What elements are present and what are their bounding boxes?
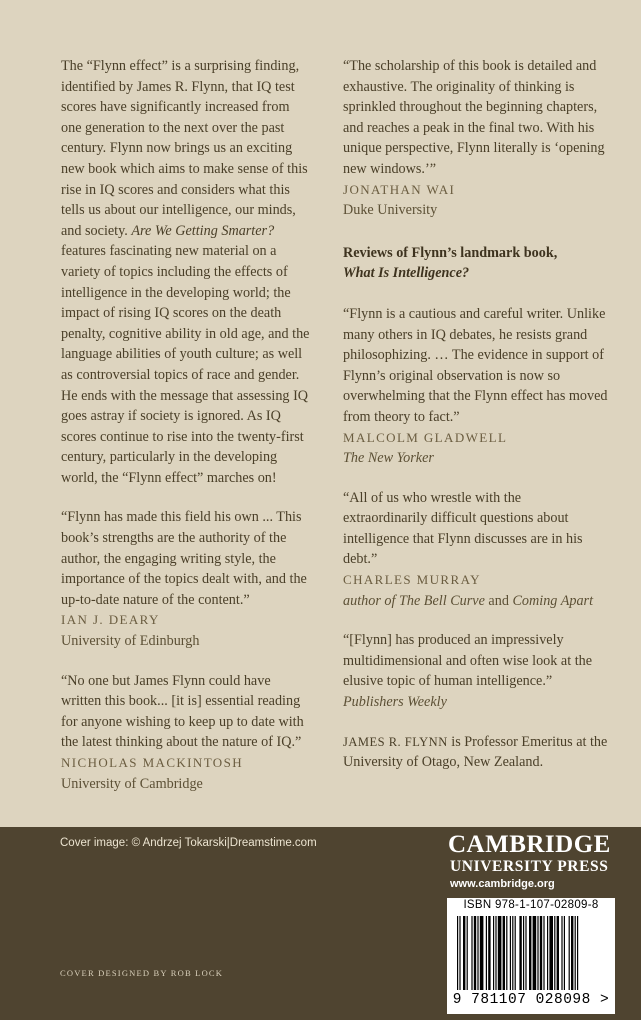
barcode-bar — [569, 916, 570, 990]
quote-affiliation: Duke University — [343, 202, 438, 219]
right-column — [343, 56, 608, 773]
quote-text: “No one but James Flynn could have written this book... [it is] essential reading for anyone wishing to keep up to date with the latest thinking about the nature of IQ.” — [61, 672, 304, 751]
barcode-bar — [463, 916, 465, 990]
footer-band — [0, 827, 641, 1020]
isbn-label: ISBN 978-1-107-02809-8 — [463, 899, 599, 911]
quote-publishers-weekly — [343, 630, 608, 712]
barcode-bar — [474, 916, 476, 990]
quote-wai — [343, 56, 608, 221]
quote-affiliation: University of Edinburgh — [61, 633, 200, 650]
barcode-bar — [543, 916, 544, 990]
quote-author: JONATHAN WAI — [343, 181, 456, 197]
cover-designer-credit: COVER DESIGNED BY ROB LOCK — [60, 968, 224, 978]
barcode-bar — [564, 916, 565, 990]
publisher-url: www.cambridge.org — [450, 878, 555, 890]
left-column — [61, 56, 311, 794]
quote-text: “All of us who wrestle with the extraordinarily difficult questions about intelligence that Flynn discusses are in his debt.” — [343, 489, 583, 568]
barcode-bar — [498, 916, 502, 990]
quote-author: CHARLES MURRAY — [343, 572, 481, 588]
barcode-bar — [577, 916, 578, 990]
barcode-bar — [519, 916, 521, 990]
quote-author: NICHOLAS MACKINTOSH — [61, 755, 244, 770]
barcode-bar — [525, 916, 526, 990]
quote-text: “[Flynn] has produced an impressively multidimensional and often wise look at the elusive topic of human intelligence.” — [343, 632, 593, 690]
quote-affiliation: The New Yorker — [343, 450, 434, 467]
reviews-heading: Reviews of Flynn’s landmark book, What Is Intelligence? — [343, 244, 558, 282]
barcode-bar — [510, 916, 511, 990]
quote-murray — [343, 488, 608, 612]
publisher-logo-line2: UNIVERSITY PRESS — [450, 858, 609, 875]
barcode-bar — [571, 916, 573, 990]
quote-deary — [61, 507, 311, 651]
cover-image-credit: Cover image: © Andrzej Tokarski|Dreamstime.com — [60, 837, 317, 849]
barcode-bar — [459, 916, 460, 990]
barcode-bar — [533, 916, 537, 990]
reviewed-book-title: What Is Intelligence? — [343, 265, 470, 282]
barcode-bar — [480, 916, 484, 990]
quote-text: “The scholarship of this book is detailed and exhaustive. The originality of thinking is sprinkled throughout the beginning chapters, and reaches a peak in the final two. With his unique perspective, Flynn literally is ‘opening new windows.’” — [343, 58, 605, 177]
barcode-bar — [471, 916, 472, 990]
barcode-bar — [503, 916, 505, 990]
barcode-bar — [495, 916, 496, 990]
quote-text: “Flynn is a cautious and careful writer. Unlike many others in IQ debates, he resists grand philosophizing. … The evidence in support of Flynn’s original observation is now so overwhelming that the Flynn effect has moved from theory to fact.” — [343, 305, 608, 425]
barcode-bars — [457, 916, 605, 990]
quote-mackintosh — [61, 671, 311, 795]
barcode-bar — [540, 916, 542, 990]
quote-affiliation: University of Cambridge — [61, 775, 203, 792]
barcode-bar — [523, 916, 524, 990]
author-bio: JAMES R. FLYNN is Professor Emeritus at the University of Otago, New Zealand. — [343, 733, 608, 771]
quote-affiliation: author of The Bell Curve and Coming Apart — [343, 592, 594, 609]
publisher-logo-line1: CAMBRIDGE — [448, 831, 611, 858]
barcode-bar — [561, 916, 562, 990]
barcode-bar — [529, 916, 531, 990]
quote-text: “Flynn has made this field his own ... This book’s strengths are the authority of the author, the engaging writing style, the importance of the topics dealt with, and the up-to-date nature of the content.” — [61, 509, 307, 608]
quote-gladwell — [343, 304, 608, 469]
barcode-bar — [547, 916, 548, 990]
description-paragraph: The “Flynn effect” is a surprising finding, identified by James R. Flynn, that IQ test scores have significantly increased from one generation to the next over the past century. Flynn now brings us an exciting new book which aims to make sense of this rise in IQ scores and considers what this tells us about our intelligence, our minds, and society. Are We Getting Smarter? features fascinating new material on a variety of topics including the effects of intelligence in the developing world; the impact of rising IQ scores on the death penalty, cognitive ability in old age, and the language abilities of youth culture; as well as controversial topics of race and gender. He ends with the message that assessing IQ goes astray if society is ignored. As IQ scores continue to rise into the twenty-first century, particularly in the developing world, the “Flynn effect” marches on! — [61, 58, 310, 486]
isbn-barcode — [447, 898, 615, 1014]
barcode-bar — [506, 916, 507, 990]
barcode-bar — [486, 916, 487, 990]
quote-source: Publishers Weekly — [343, 694, 447, 711]
barcode-bar — [512, 916, 513, 990]
barcode-bar — [457, 916, 458, 990]
barcode-bar — [515, 916, 516, 990]
quote-author: IAN J. DEARY — [61, 612, 160, 628]
book-title: Are We Getting Smarter? — [131, 222, 275, 239]
barcode-bar — [554, 916, 555, 990]
barcode-bar — [488, 916, 490, 990]
author-name: JAMES R. FLYNN — [343, 734, 448, 749]
barcode-bar — [477, 916, 478, 990]
barcode-bar — [493, 916, 494, 990]
quote-author: MALCOLM GLADWELL — [343, 429, 508, 445]
ean-digits: 9 781107 028098 > — [452, 992, 610, 1008]
barcode-bar — [575, 916, 576, 990]
barcode-bar — [537, 916, 538, 990]
barcode-bar — [557, 916, 559, 990]
barcode-bar — [467, 916, 468, 990]
barcode-bar — [549, 916, 553, 990]
